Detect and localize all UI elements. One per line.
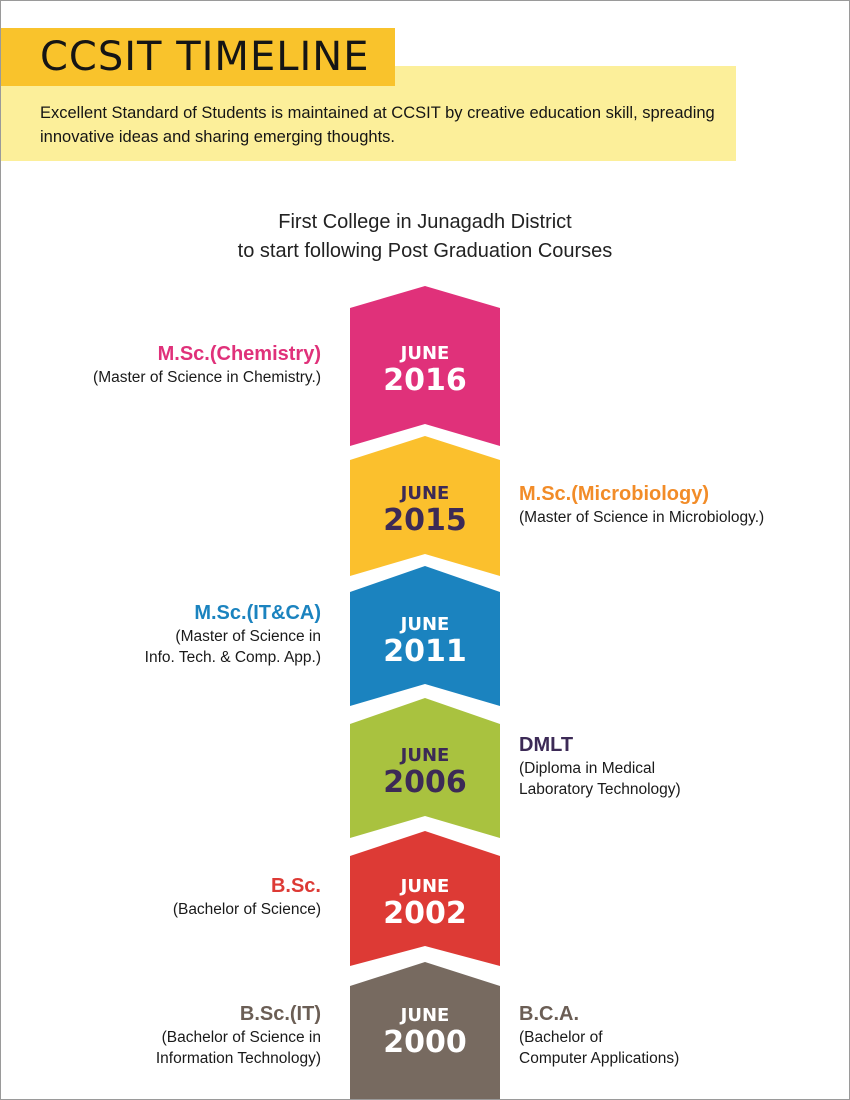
- year-label: 2015: [383, 503, 467, 538]
- timeline-2011: [350, 597, 500, 687]
- course-msc-itca: [145, 600, 321, 668]
- intro-heading: [0, 208, 850, 266]
- course-description-line-1: (Bachelor of Science in: [161, 1029, 321, 1046]
- course-name: M.Sc.(IT&CA): [194, 602, 321, 624]
- course-msc-chemistry: [93, 341, 321, 388]
- course-description-line-2: Information Technology): [155, 1050, 321, 1067]
- month-label: JUNE: [400, 876, 450, 897]
- course-description: (Master of Science in Microbiology.): [519, 509, 765, 526]
- course-dmlt: [519, 732, 681, 800]
- course-msc-microbiology: [519, 481, 764, 528]
- intro-line-2: to start following Post Graduation Courses: [237, 240, 613, 262]
- description-text: Excellent Standard of Students is maintained at CCSIT by creative education skill, spreading innovative ideas and sharing emerging thoughts.: [40, 104, 715, 146]
- course-description-line-1: (Diploma in Medical: [519, 760, 656, 777]
- page-title: CCSIT TIMELINE: [40, 34, 370, 80]
- timeline-2006: [350, 728, 500, 818]
- month-label: JUNE: [400, 483, 450, 504]
- year-label: 2002: [383, 896, 467, 931]
- year-label: 2011: [383, 634, 467, 669]
- intro-line-1: First College in Junagadh District: [278, 211, 572, 233]
- course-description-line-1: (Master of Science in: [175, 628, 321, 645]
- year-label: 2006: [383, 765, 467, 800]
- timeline-column: [350, 286, 500, 1100]
- year-label: 2016: [383, 363, 467, 398]
- timeline-2016: [350, 326, 500, 416]
- year-label: 2000: [383, 1025, 467, 1060]
- course-name: B.Sc.(IT): [239, 1003, 321, 1025]
- course-bsc: [173, 873, 321, 920]
- month-label: JUNE: [400, 745, 450, 766]
- course-name: B.Sc.: [270, 875, 321, 897]
- course-name: DMLT: [519, 734, 574, 756]
- timeline-2000: [350, 988, 500, 1078]
- month-label: JUNE: [400, 343, 450, 364]
- course-description-line-2: Computer Applications): [519, 1050, 680, 1067]
- course-bca: [519, 1001, 679, 1069]
- timeline-2002: [350, 859, 500, 949]
- month-label: JUNE: [400, 614, 450, 635]
- course-description: (Master of Science in Chemistry.): [93, 369, 321, 386]
- course-description: (Bachelor of Science): [172, 901, 321, 918]
- timeline-2015: [350, 466, 500, 556]
- course-description-line-2: Laboratory Technology): [519, 781, 681, 798]
- course-bsc-it: [156, 1001, 321, 1069]
- course-description-line-2: Info. Tech. & Comp. App.): [144, 649, 321, 666]
- month-label: JUNE: [400, 1005, 450, 1026]
- course-description-line-1: (Bachelor of: [519, 1029, 603, 1046]
- course-name: M.Sc.(Chemistry): [157, 343, 321, 365]
- course-name: B.C.A.: [519, 1003, 579, 1025]
- course-name: M.Sc.(Microbiology): [519, 483, 709, 505]
